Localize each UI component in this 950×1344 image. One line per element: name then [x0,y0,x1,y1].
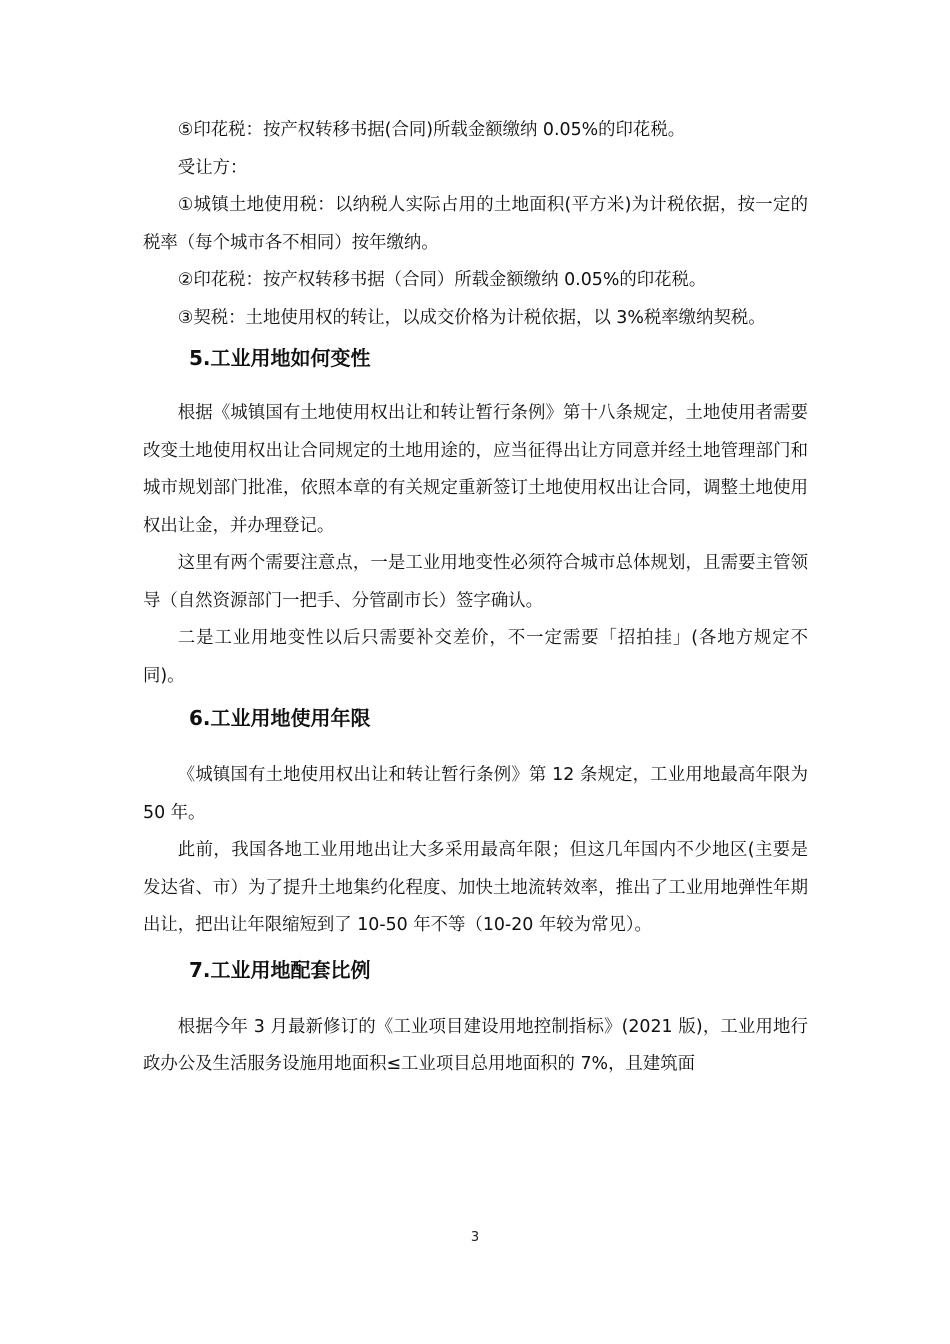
page-number: 3 [470,1230,480,1245]
paragraph-stamp-tax-transferee: ②印花税：按产权转移书据（合同）所载金额缴纳 0.05%的印花税。 [177,270,707,290]
section-6-paragraph: 此前，我国各地工业用地出让大多采用最高年限；但这几年国内不少地区(主要是发达省、市）为了提升土地集约化程度、加快土地流转效率，推出了工业用地弹性年期出让，把出让年限缩短到了 10-50 年不等（10-20 年较为常见）。 [143,840,808,935]
section-6-heading: 6.工业用地使用年限 [189,706,371,730]
section-5-heading: 5.工业用地如何变性 [189,346,371,370]
section-5-paragraph: 这里有两个需要注意点，一是工业用地变性必须符合城市总体规划，且需要主管领导（自然资源部门一把手、分管副市长）签字确认。 [143,553,808,611]
section-6-paragraph: 《城镇国有土地使用权出让和转让暂行条例》第 12 条规定，工业用地最高年限为 50 年。 [143,765,808,823]
paragraph-deed-tax: ③契税：土地使用权的转让，以成交价格为计税依据，以 3%税率缴纳契税。 [177,307,766,328]
paragraph-transferee-label: 受让方： [177,157,248,178]
paragraph-stamp-tax-transferor: ⑤印花税：按产权转移书据(合同)所载金额缴纳 0.05%的印花税。 [177,120,686,140]
section-5-paragraph: 根据《城镇国有土地使用权出让和转让暂行条例》第十八条规定，土地使用者需要改变土地使用权出让合同规定的土地用途的，应当征得出让方同意并经土地管理部门和城市规划部门批准，依照本章的有关规定重新签订土地使用权出让合同，调整土地使用权出让金，并办理登记。 [143,403,808,536]
section-7-heading: 7.工业用地配套比例 [189,957,371,982]
section-5-paragraph: 二是工业用地变性以后只需要补交差价，不一定需要「招拍挂」(各地方规定不同)。 [143,628,808,686]
page-content [143,112,808,1084]
section-7-paragraph: 根据今年 3 月最新修订的《工业项目建设用地控制指标》(2021 版)，工业用地行政办公及生活服务设施用地面积≤工业项目总用地面积的 7%，且建筑面 [143,1016,808,1074]
paragraph-land-use-tax: ①城镇土地使用税：以纳税人实际占用的土地面积(平方米)为计税依据，按一定的税率（每个城市各不相同）按年缴纳。 [143,195,808,253]
